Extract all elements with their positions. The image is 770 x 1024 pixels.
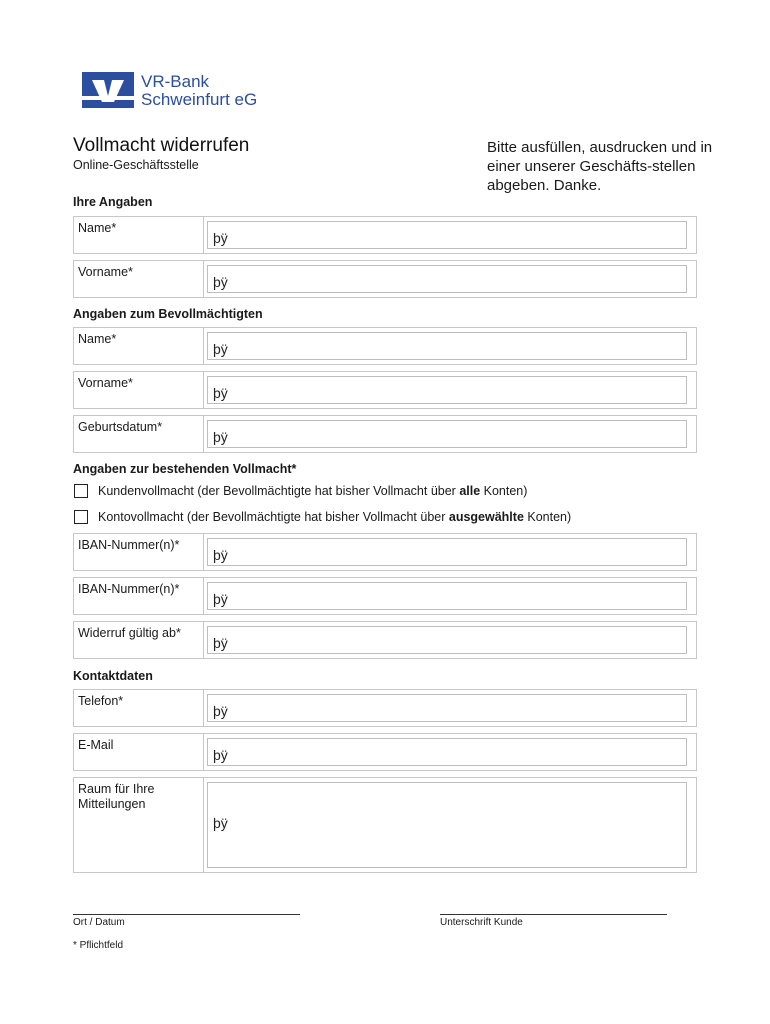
label-iban-2: IBAN-Nummer(n)*: [74, 578, 204, 614]
label-iban-1: IBAN-Nummer(n)*: [74, 534, 204, 570]
check-row-kundenvollmacht[interactable]: [74, 484, 527, 498]
section-kontaktdaten: Kontaktdaten: [73, 669, 153, 683]
row-iban-1: [73, 533, 697, 571]
section-ihre-angaben: Ihre Angaben: [73, 195, 153, 209]
page-subtitle: Online-Geschäftsstelle: [73, 158, 199, 172]
row-widerruf: [73, 621, 697, 659]
label-mitteilungen: [74, 778, 204, 872]
label-unterschrift: Unterschrift Kunde: [440, 917, 523, 928]
label-ihre-vorname: Vorname*: [74, 261, 204, 297]
kontovollmacht-checkbox[interactable]: [74, 510, 88, 524]
kundenvollmacht-label: [98, 484, 527, 498]
kunden-text-post: Konten): [480, 484, 528, 498]
label-ort-datum: Ort / Datum: [73, 917, 125, 928]
signature-line-unterschrift: [440, 914, 667, 915]
input-email[interactable]: þÿ: [207, 738, 687, 766]
input-bev-vorname[interactable]: þÿ: [207, 376, 687, 404]
label-bev-name: Name*: [74, 328, 204, 364]
kundenvollmacht-checkbox[interactable]: [74, 484, 88, 498]
konto-text-post: Konten): [523, 510, 572, 524]
section-bestehende-vollmacht: Angaben zur bestehenden Vollmacht*: [73, 462, 297, 476]
bank-name-line2: Schweinfurt eG: [141, 90, 258, 109]
label-bev-vorname: Vorname*: [74, 372, 204, 408]
input-bev-geburtsdatum[interactable]: þÿ: [207, 420, 687, 448]
label-email: E-Mail: [74, 734, 204, 770]
input-ihre-name[interactable]: þÿ: [207, 221, 687, 249]
row-ihre-name: [73, 216, 697, 254]
section-bevollmaechtigten: Angaben zum Bevollmächtigten: [73, 307, 263, 321]
label-widerruf: Widerruf gültig ab*: [74, 622, 204, 658]
kontovollmacht-label: [98, 510, 571, 524]
row-ihre-vorname: [73, 260, 697, 298]
label-bev-geburtsdatum: Geburtsdatum*: [74, 416, 204, 452]
footnote-pflichtfeld: * Pflichtfeld: [73, 940, 124, 951]
row-email: [73, 733, 697, 771]
bank-logo-icon: [82, 72, 134, 108]
bank-name: [141, 73, 257, 109]
label-mitteilungen-line2: Mitteilungen: [78, 797, 146, 811]
input-iban-2[interactable]: þÿ: [207, 582, 687, 610]
kunden-text-pre: Kundenvollmacht (der Bevollmächtigte hat bisher Vollmacht über: [98, 484, 460, 498]
kunden-text-bold: alle: [459, 484, 481, 498]
input-widerruf[interactable]: þÿ: [207, 626, 687, 654]
row-telefon: [73, 689, 697, 727]
row-iban-2: [73, 577, 697, 615]
label-telefon: Telefon*: [74, 690, 204, 726]
page-title: Vollmacht widerrufen: [73, 135, 250, 156]
bank-name-line1: VR-Bank: [141, 72, 210, 91]
textarea-mitteilungen[interactable]: þÿ: [207, 782, 687, 868]
input-bev-name[interactable]: þÿ: [207, 332, 687, 360]
input-telefon[interactable]: þÿ: [207, 694, 687, 722]
row-mitteilungen: [73, 777, 697, 873]
signature-line-ort-datum: [73, 914, 300, 915]
label-mitteilungen-line1: Raum für Ihre: [78, 782, 155, 796]
input-ihre-vorname[interactable]: þÿ: [207, 265, 687, 293]
konto-text-bold: ausgewählte: [448, 510, 524, 524]
instruction-note: Bitte ausfüllen, ausdrucken und in einer unserer Geschäfts-stellen abgeben. Danke.: [487, 139, 713, 194]
konto-text-pre: Kontovollmacht (der Bevollmächtigte hat bisher Vollmacht über: [98, 510, 449, 524]
input-iban-1[interactable]: þÿ: [207, 538, 687, 566]
row-bev-vorname: [73, 371, 697, 409]
row-bev-geburtsdatum: [73, 415, 697, 453]
check-row-kontovollmacht[interactable]: [74, 510, 571, 524]
row-bev-name: [73, 327, 697, 365]
label-ihre-name: Name*: [74, 217, 204, 253]
